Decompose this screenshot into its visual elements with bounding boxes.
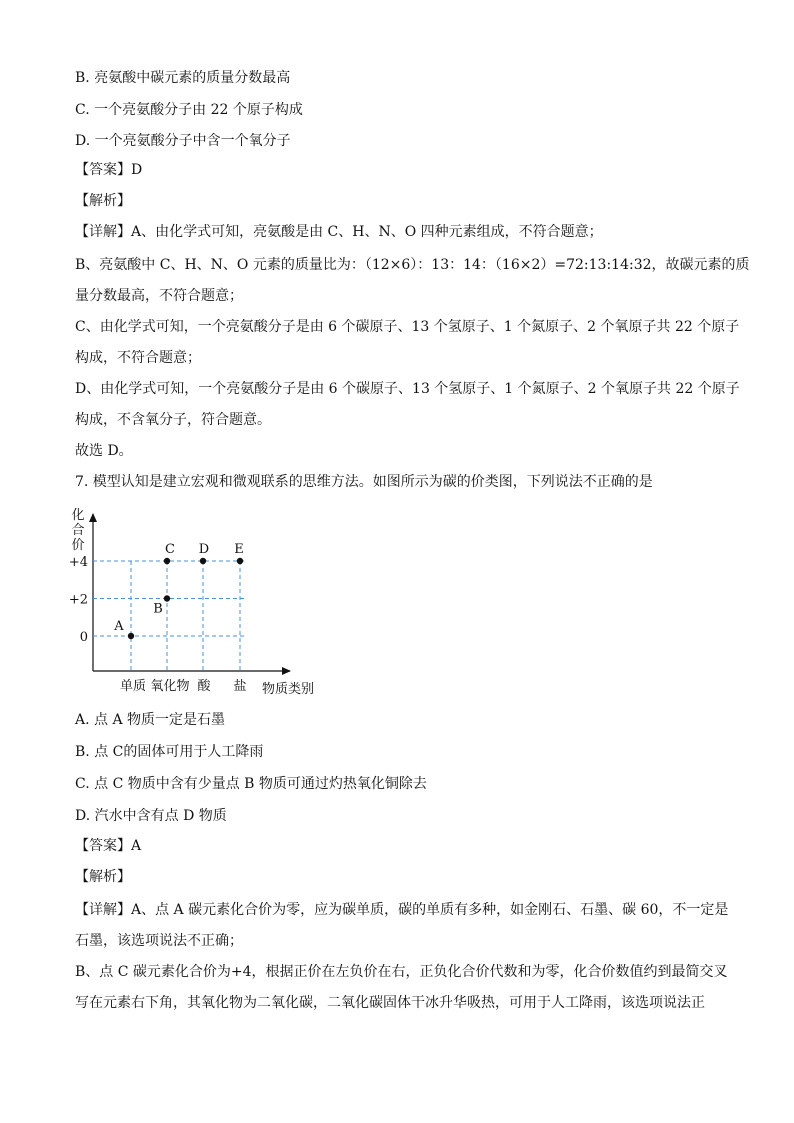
point-label-E: E (234, 542, 244, 557)
text-line-analysis: 【解析】 (75, 193, 131, 209)
point-D (200, 558, 206, 564)
x-tick-label: 盐 (233, 679, 247, 694)
text-line-detail-d1: D、由化学式可知，一个亮氨酸分子是由 6 个碳原子、13 个氢原子、1 个氮原子、2 个氧原子共 22 个原子 (75, 381, 740, 397)
point-label-A: A (114, 619, 124, 634)
point-label-C: C (165, 542, 175, 557)
point-label-D: D (198, 542, 210, 557)
text-line-detail-c2: 构成，不符合题意； (75, 350, 201, 366)
text-line-q7-b: B. 点 C的固体可用于人工降雨 (75, 744, 264, 760)
text-line-detail-d2: 构成，不含氧分子，符合题意。 (75, 412, 271, 428)
x-axis-label: 物质类别 (261, 682, 315, 697)
text-line-opt-c: C. 一个亮氨酸分子由 22 个原子构成 (75, 102, 303, 118)
text-line-answer2: 【答案】A (75, 838, 142, 854)
text-line-detail-c1: C、由化学式可知，一个亮氨酸分子是由 6 个碳原子、13 个氢原子、1 个氮原子、2 个氧原子共 22 个原子 (75, 319, 740, 335)
y-axis-label-char: 合 (71, 523, 85, 538)
point-B (164, 595, 170, 601)
y-tick-label: +2 (68, 592, 88, 608)
x-tick-label: 单质 (119, 679, 147, 694)
point-C (164, 558, 170, 564)
y-axis-label-char: 化 (71, 508, 85, 523)
y-axis-label-char: 价 (71, 538, 85, 553)
point-label-B: B (153, 601, 163, 617)
text-line-detail-b2: 量分数最高，不符合题意； (75, 288, 243, 304)
point-A (128, 633, 134, 639)
text-line-detail2-a1: 【详解】A、点 A 碳元素化合价为零，应为碳单质，碳的单质有多种，如金刚石、石墨、碳 60，不一定是 (75, 902, 729, 918)
text-line-detail2-b2: 写在元素右下角，其氧化物为二氧化碳，二氧化碳固体干冰升华吸热，可用于人工降雨，该选项说法正 (75, 995, 705, 1011)
x-tick-label: 酸 (197, 679, 211, 694)
point-E (237, 558, 243, 564)
text-line-analysis2: 【解析】 (75, 869, 131, 885)
text-line-q7-d: D. 汽水中含有点 D 物质 (75, 808, 227, 824)
text-line-opt-d: D. 一个亮氨酸分子中含一个氧分子 (75, 133, 291, 149)
text-line-q7-c: C. 点 C 物质中含有少量点 B 物质可通过灼热氧化铜除去 (75, 776, 427, 792)
x-tick-label: 氧化物 (150, 679, 190, 694)
text-line-q7-a: A. 点 A 物质一定是石墨 (75, 712, 226, 728)
text-line-answer: 【答案】D (75, 162, 143, 178)
text-line-detail2-b1: B、点 C 碳元素化合价为+4，根据正价在左负价在右，正负化合价代数和为零，化合价数值约到最简交叉 (75, 964, 728, 980)
text-line-detail-b1: B、亮氨酸中 C、H、N、O 元素的质量比为：（12×6）：13：14：（16×2）=72:13:14:32，故碳元素的质 (75, 257, 750, 273)
y-tick-label: +4 (68, 555, 88, 570)
text-line-q7: 7. 模型认知是建立宏观和微观联系的思维方法。如图所示为碳的价类图，下列说法不正确的是 (75, 474, 653, 490)
y-tick-label: 0 (79, 630, 88, 645)
text-line-detail-a: 【详解】A、由化学式可知，亮氨酸是由 C、H、N、O 四种元素组成，不符合题意； (75, 224, 603, 240)
text-line-choose: 故选 D。 (75, 443, 133, 459)
text-line-detail2-a2: 石墨，该选项说法不正确； (75, 933, 243, 949)
text-line-opt-b: B. 亮氨酸中碳元素的质量分数最高 (75, 70, 291, 86)
